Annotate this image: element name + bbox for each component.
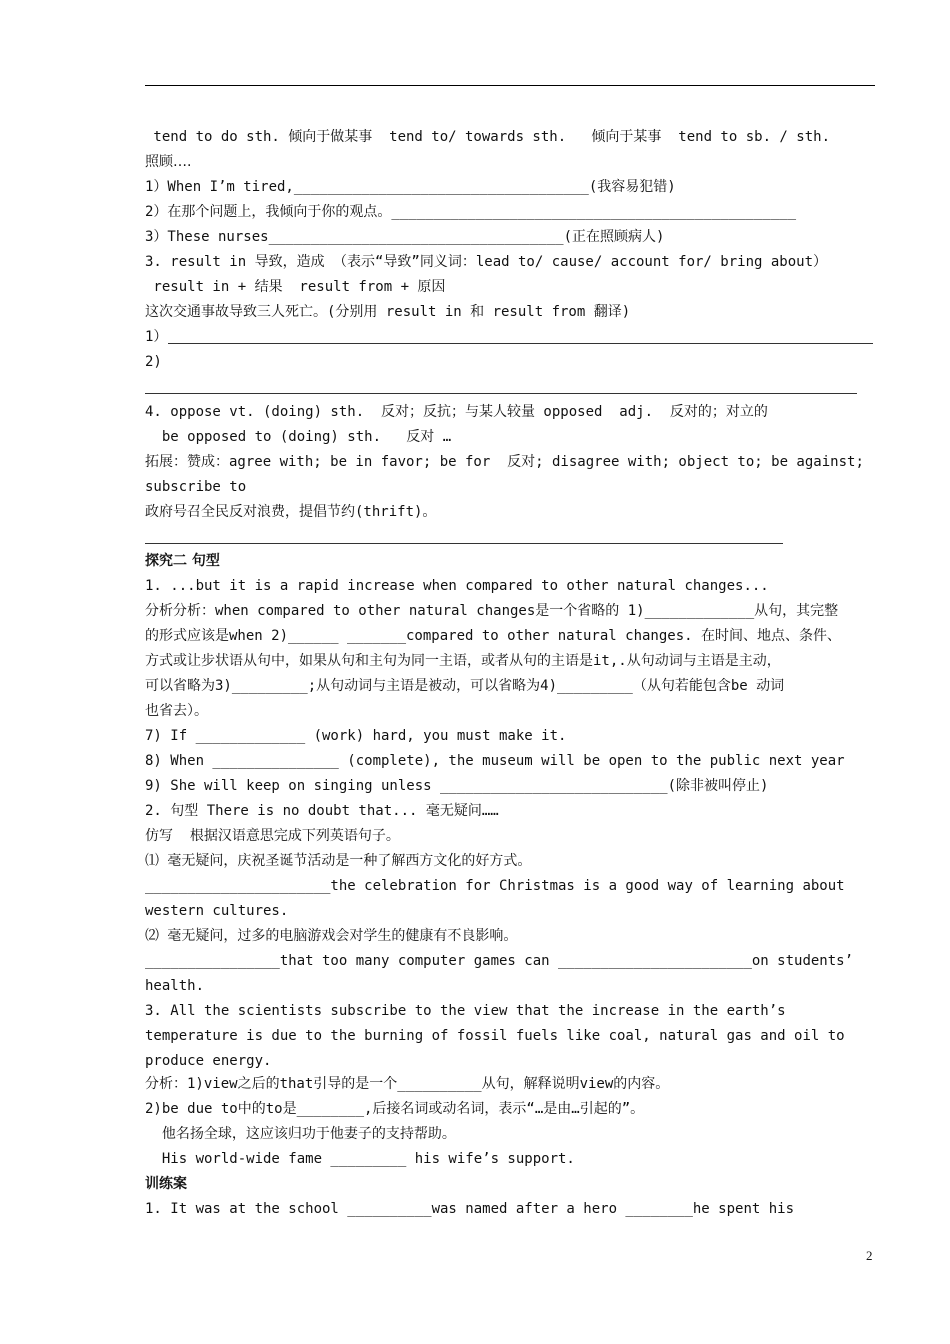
text-line: ______________________the celebration for Christmas is a good way of learning about <box>145 878 845 894</box>
text-line: 政府号召全民反对浪费，提倡节约(thrift)。 <box>145 504 437 520</box>
text-line: 1. It was at the school __________was named after a hero ________he spent his <box>145 1201 795 1217</box>
text-line: 分析分析：when compared to other natural changes是一个省略的 1)_____________从句，其完整 <box>145 603 839 619</box>
text-line: temperature is due to the burning of fossil fuels like coal, natural gas and oil to <box>145 1028 845 1044</box>
text-line: 9) She will keep on singing unless ___________________________(除非被叫停止) <box>145 778 769 794</box>
text-line: 2）在那个问题上，我倾向于你的观点。________________________________________________ <box>145 204 797 220</box>
answer-blank[interactable] <box>145 543 783 544</box>
text-line: tend to do sth. 倾向于做某事 tend to/ towards sth. 倾向于某事 tend to sb. / sth. <box>145 129 831 145</box>
text-line: 2. 句型 There is no doubt that... 毫无疑问…… <box>145 803 499 819</box>
text-line: 1）When I’m tired,___________________________________(我容易犯错) <box>145 179 676 195</box>
text-line: 1） <box>145 329 168 345</box>
text-line: 这次交通事故导致三人死亡。(分别用 result in 和 result from 翻译) <box>145 304 631 320</box>
text-line: 7) If _____________ (work) hard, you must make it. <box>145 728 567 744</box>
text-line: 4. oppose vt. (doing) sth. 反对；反抗；与某人较量 opposed adj. 反对的；对立的 <box>145 404 768 420</box>
text-line: western cultures. <box>145 903 289 919</box>
text-line: 分析：1)view之后的that引导的是一个__________从句，解释说明view的内容。 <box>145 1076 670 1092</box>
text-line: 照顾…. <box>145 154 192 170</box>
text-line: 2) <box>145 354 162 370</box>
text-line: subscribe to <box>145 479 247 495</box>
text-line: 可以省略为3)_________;从句动词与主语是被动，可以省略为4)_________（从句若能包含be 动词 <box>145 678 785 694</box>
text-line: 1. ...but it is a rapid increase when compared to other natural changes... <box>145 578 769 594</box>
text-line: 2)be due to中的to是________,后接名词或动名词，表示“…是由…引起的”。 <box>145 1101 645 1117</box>
text-line: result in + 结果 result from + 原因 <box>145 279 446 295</box>
section-heading: 训练案 <box>145 1176 187 1192</box>
text-line: ________________that too many computer games can _______________________on students’ <box>145 953 854 969</box>
text-line: 3. All the scientists subscribe to the view that the increase in the earth’s <box>145 1003 786 1019</box>
answer-blank[interactable] <box>168 343 873 344</box>
text-line: 3. result in 导致，造成 （表示“导致”同义词：lead to/ cause/ account for/ bring about） <box>145 254 828 270</box>
text-line: His world-wide fame _________ his wife’s support. <box>145 1151 575 1167</box>
text-line: 3）These nurses___________________________________(正在照顾病人) <box>145 229 665 245</box>
text-line: 他名扬全球，这应该归功于他妻子的支持帮助。 <box>145 1126 456 1142</box>
text-line: 拓展：赞成：agree with; be in favor; be for 反对; disagree with; object to; be against; <box>145 454 864 470</box>
text-line: 仿写 根据汉语意思完成下列英语句子。 <box>145 828 400 844</box>
text-line: 8) When _______________ (complete), the museum will be open to the public next year <box>145 753 845 769</box>
text-line: ⑴ 毫无疑问，庆祝圣诞节活动是一种了解西方文化的好方式。 <box>145 853 532 869</box>
text-line: ⑵ 毫无疑问，过多的电脑游戏会对学生的健康有不良影响。 <box>145 928 518 944</box>
text-line: 也省去）。 <box>145 703 208 719</box>
page-number: 2 <box>866 1248 873 1263</box>
answer-blank[interactable] <box>145 393 857 394</box>
text-line: be opposed to (doing) sth. 反对 … <box>145 429 452 445</box>
text-line: 的形式应该是when 2)______ _______compared to other natural changes. 在时间、地点、条件、 <box>145 628 842 644</box>
text-line: 方式或让步状语从句中，如果从句和主句为同一主语，或者从句的主语是it,.从句动词与主语是主动， <box>145 653 781 669</box>
text-line: produce energy. <box>145 1053 272 1069</box>
header-rule <box>145 85 875 86</box>
text-line: health. <box>145 978 205 994</box>
section-heading: 探究二 句型 <box>145 553 220 569</box>
